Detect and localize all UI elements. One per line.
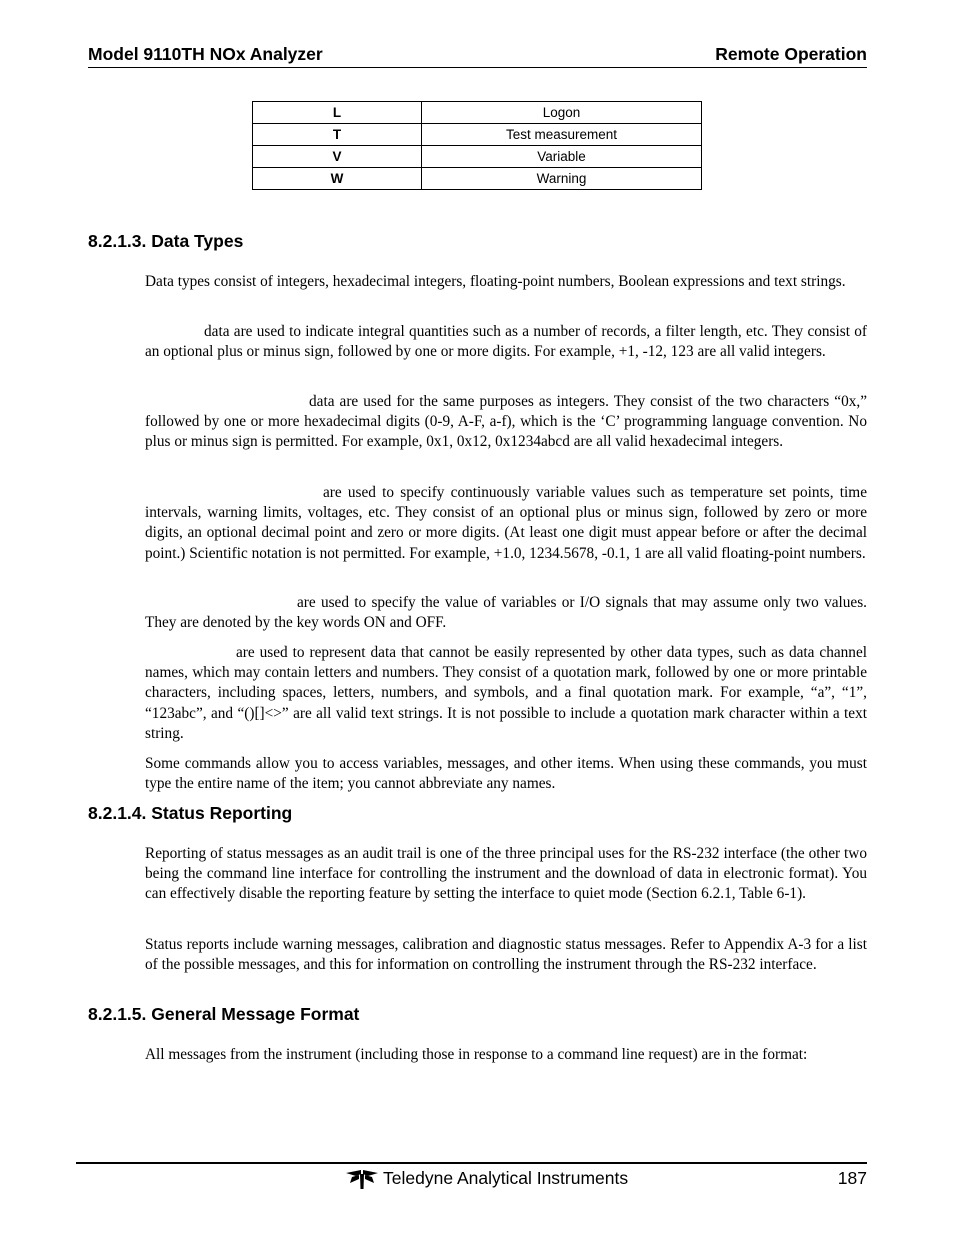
table-row: [253, 124, 702, 146]
paragraph-hex-integers: data are used for the same purposes as integers. They consist of the two characters “0x,” followed by one or more hexadecimal digits (0-9, A-F, a-f), which is the ‘C’ programming language convention. No plus or minus sign is permitted. For example, 0x1, 0x12, 0x1234abcd are all valid hexadecimal integers.: [145, 393, 867, 451]
footer-company: Teledyne Analytical Instruments: [383, 1168, 629, 1188]
paragraph-data-types-intro: Data types consist of integers, hexadecimal integers, floating-point numbers, Boolean expressions and text strings.: [145, 273, 846, 290]
paragraph-floating-point: are used to specify continuously variable values such as temperature set points, time intervals, warning limits, voltages, etc. They consist of an optional plus or minus sign, followed by zero or more digits, an optional decimal point and zero or more digits. (At least one digit must appear before or after the decimal point.) Scientific notation is not permitted. For example, +1.0, 1234.5678, -0.1, 1 are all valid floating-point numbers.: [145, 484, 867, 562]
paragraph-status-reports: Status reports include warning messages, calibration and diagnostic status messages. Refer to Appendix A-3 for a list of the possible messages, and this for information on controlling the instrument through the RS-232 interface.: [145, 936, 867, 974]
paragraph-item-names: Some commands allow you to access variables, messages, and other items. When using these commands, you must type the entire name of the item; you cannot abbreviate any names.: [145, 755, 867, 793]
paragraph-status-audit: Reporting of status messages as an audit trail is one of the three principal uses for the RS-232 interface (the other two being the command line interface for controlling the instrument and the download of data in electronic format). You can effectively disable the reporting feature by setting the interface to quiet mode (Section 6.2.1, Table 6-1).: [145, 845, 867, 903]
footer-rule: [76, 1162, 867, 1164]
message-codes-table: [252, 101, 702, 190]
table-cell-meaning: Warning: [422, 168, 702, 190]
table-row: [253, 102, 702, 124]
table-cell-code: W: [253, 168, 422, 190]
table-cell-meaning: Logon: [422, 102, 702, 124]
page-header: [88, 44, 867, 68]
paragraph-integers: data are used to indicate integral quantities such as a number of records, a filter length, etc. They consist of an optional plus or minus sign, followed by one or more digits. For example, +1, -12, 123 are all valid integers.: [145, 323, 867, 361]
table-cell-meaning: Test measurement: [422, 124, 702, 146]
table-row: [253, 146, 702, 168]
header-section: Remote Operation: [715, 44, 867, 64]
paragraph-boolean: are used to specify the value of variables or I/O signals that may assume only two values. They are denoted by the key words ON and OFF.: [145, 594, 867, 632]
header-title: Model 9110TH NOx Analyzer: [88, 44, 323, 64]
table-cell-code: T: [253, 124, 422, 146]
table-cell-meaning: Variable: [422, 146, 702, 168]
heading-message-format: 8.2.1.5. General Message Format: [88, 1004, 360, 1024]
table-row: [253, 168, 702, 190]
heading-status-reporting: 8.2.1.4. Status Reporting: [88, 803, 293, 823]
paragraph-text-strings: are used to represent data that cannot be easily represented by other data types, such as data channel names, which may contain letters and numbers. They consist of a quotation mark, followed by one or more printable characters, including spaces, letters, numbers, and symbols, and a final quotation mark. For example, “a”, “1”, “123abc”, and “()[]<>” are all valid text strings. It is not possible to include a quotation mark character within a text string.: [145, 644, 867, 742]
page-number: 187: [837, 1168, 867, 1188]
heading-data-types: 8.2.1.3. Data Types: [88, 231, 244, 251]
paragraph-message-format: All messages from the instrument (including those in response to a command line request) are in the format:: [145, 1046, 808, 1063]
table-cell-code: V: [253, 146, 422, 168]
teledyne-logo-icon: [345, 1170, 379, 1190]
table-cell-code: L: [253, 102, 422, 124]
